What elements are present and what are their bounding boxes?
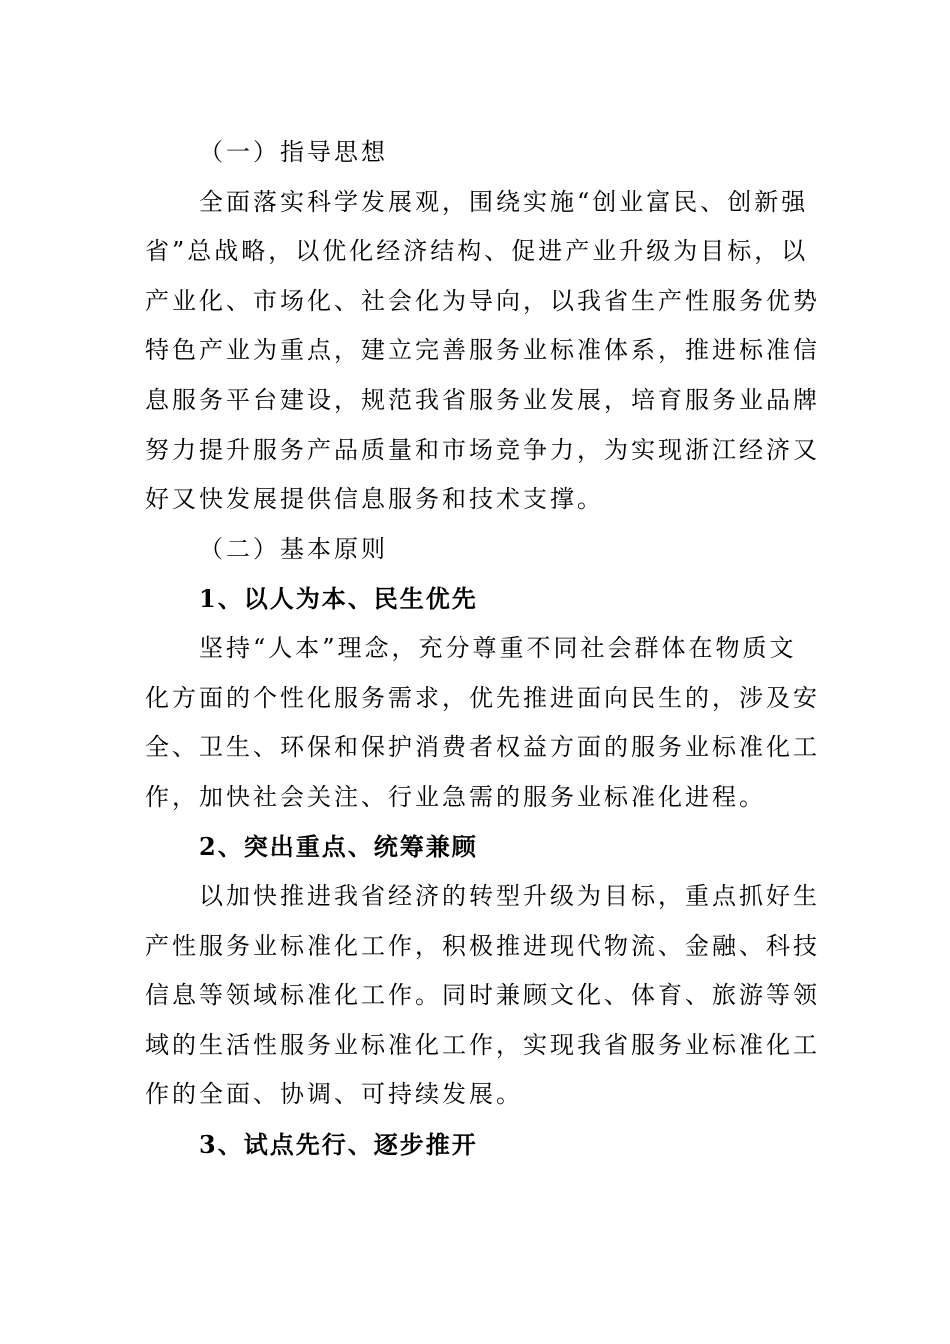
principle-title-1: 1、以人为本、民生优先 (199, 584, 478, 614)
principle-2-paragraph (145, 872, 820, 1120)
paragraph-line: 努力提升服务产品质量和市场竞争力，为实现浙江经济又 (145, 435, 820, 464)
principle-1-paragraph (145, 624, 820, 822)
paragraph-line: 息服务平台建设，规范我省服务业发展，培育服务业品牌 (145, 385, 820, 414)
guiding-ideology-paragraph (145, 178, 820, 525)
paragraph-line: 产业化、市场化、社会化为导向，以我省生产性服务优势 (145, 286, 820, 315)
paragraph-line: 坚持“人本”理念，充分尊重不同社会群体在物质文 (199, 633, 797, 662)
principle-title-2: 2、突出重点、统筹兼顾 (199, 832, 478, 862)
paragraph-line: 产性服务业标准化工作，积极推进现代物流、金融、科技 (145, 931, 820, 960)
paragraph-line: 特色产业为重点，建立完善服务业标准体系，推进标准信 (145, 336, 820, 365)
paragraph-line: 以加快推进我省经济的转型升级为目标，重点抓好生 (199, 881, 820, 910)
paragraph-line: 好又快发展提供信息服务和技术支撑。 (145, 485, 604, 514)
paragraph-line: 全、卫生、环保和保护消费者权益方面的服务业标准化工 (145, 733, 820, 762)
document-body (145, 128, 820, 1169)
paragraph-line: 省”总战略，以优化经济结构、促进产业升级为目标，以 (145, 237, 809, 266)
paragraph-line: 全面落实科学发展观，围绕实施“创业富民、创新强 (199, 187, 809, 216)
paragraph-line: 信息等领域标准化工作。同时兼顾文化、体育、旅游等领 (145, 981, 820, 1010)
paragraph-line: 化方面的个性化服务需求，优先推进面向民生的，涉及安 (145, 683, 820, 712)
section-heading-basic-principles: （二）基本原则 (199, 534, 388, 563)
principle-title-3: 3、试点先行、逐步推开 (199, 1129, 478, 1159)
section-heading-guiding-ideology: （一）指导思想 (199, 138, 388, 166)
paragraph-line: 作的全面、协调、可持续发展。 (145, 1080, 523, 1109)
paragraph-line: 作，加快社会关注、行业急需的服务业标准化进程。 (145, 782, 766, 811)
paragraph-line: 域的生活性服务业标准化工作，实现我省服务业标准化工 (145, 1030, 820, 1059)
